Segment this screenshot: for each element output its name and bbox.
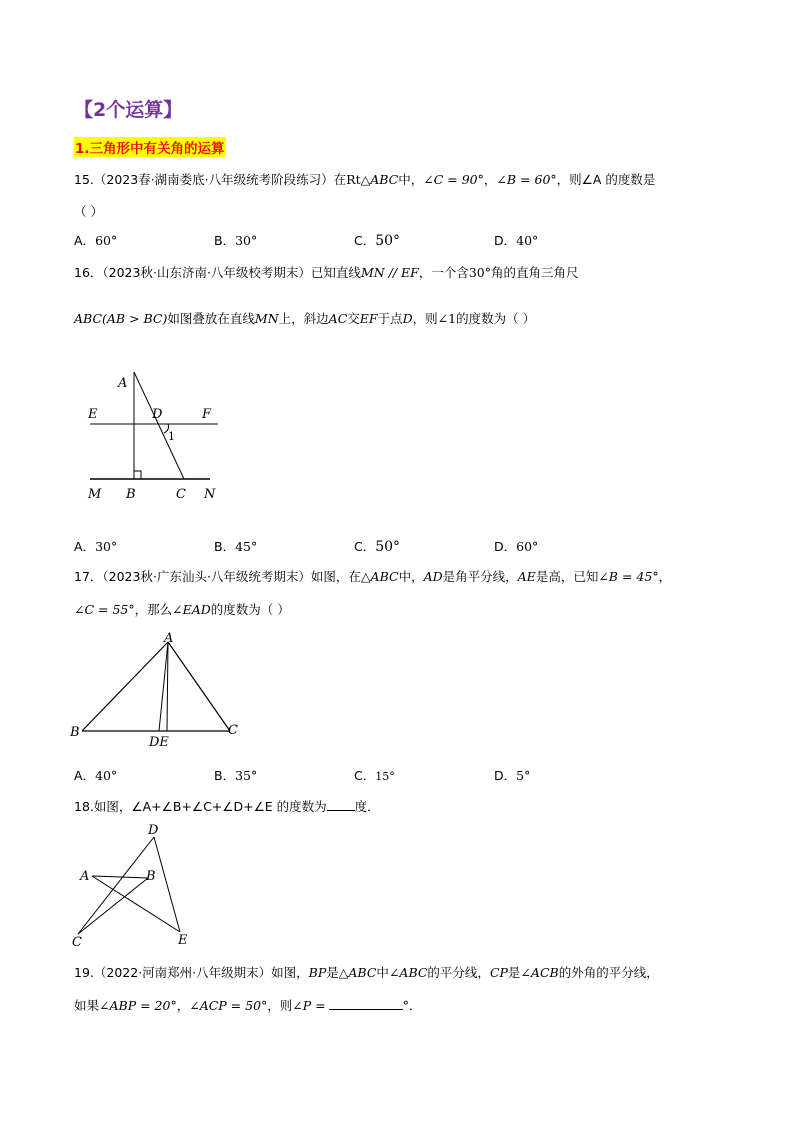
q17-ae: AE — [517, 569, 536, 584]
q16-text: 于点 — [377, 311, 403, 326]
q17-text: 如图，在 — [310, 569, 361, 584]
q15-number: 15. — [74, 172, 94, 187]
q17-source: （2023秋·广东汕头·八年级统考期末） — [102, 569, 311, 584]
q19-abc: ∠ABC — [388, 965, 428, 980]
q17-number: 17． — [74, 569, 103, 584]
q16-option-d[interactable] — [494, 537, 538, 555]
option-label: D． — [494, 768, 517, 783]
q17-stem-line1 — [74, 567, 671, 585]
option-value: 60° — [516, 539, 539, 554]
q19-abp: ∠ABP = 20° — [99, 998, 177, 1013]
q16-ef: EF — [359, 311, 378, 326]
q15-text: 在 — [333, 172, 347, 187]
label-A: A — [80, 869, 90, 884]
q15-option-c[interactable] — [354, 231, 400, 249]
q19-text: ，则 — [267, 998, 293, 1013]
label-F: F — [202, 407, 212, 422]
q15-source: （2023春·湖南娄底·八年级统考阶段练习） — [93, 172, 334, 187]
q15-option-d[interactable] — [494, 231, 538, 249]
label-A: A — [164, 631, 174, 646]
q16-text: 的度数为（ ） — [456, 311, 536, 326]
q16-text: 上，斜边 — [278, 311, 329, 326]
option-label: D． — [494, 233, 517, 248]
q16-text: 角的直角三角尺 — [491, 265, 579, 280]
label-C: C — [228, 723, 238, 738]
label-N: N — [204, 487, 216, 502]
q19-answer-blank[interactable] — [329, 998, 403, 1010]
q17-text: 的度数为（ ） — [210, 602, 290, 617]
q16-text: ，一个含 — [418, 265, 469, 280]
option-label: A． — [74, 233, 96, 248]
q15-stem — [74, 170, 655, 188]
q15-option-b[interactable] — [214, 231, 257, 249]
q17-option-a[interactable] — [74, 766, 117, 784]
option-value: 50° — [375, 539, 401, 555]
q17-text: 中， — [398, 569, 424, 584]
q16-text: ，则 — [412, 311, 438, 326]
option-label: B． — [214, 539, 236, 554]
q17-c55: ∠C = 55° — [74, 602, 135, 617]
q17-tri: △ABC — [360, 569, 399, 584]
option-value: 35° — [235, 768, 258, 783]
option-value: 15° — [375, 770, 395, 783]
q19-stem-line2 — [74, 996, 421, 1014]
option-value: 30° — [95, 539, 118, 554]
q19-source: （2022·河南郑州·八年级期末） — [93, 965, 272, 980]
option-value: 5° — [516, 768, 531, 783]
option-value: 40° — [516, 233, 539, 248]
q19-acp: ∠ACP = 50° — [189, 998, 268, 1013]
option-label: B． — [214, 233, 236, 248]
option-label: C． — [354, 768, 376, 783]
label-E: E — [88, 407, 98, 422]
label-A: A — [118, 376, 128, 391]
q17-text: 是高，已知 — [535, 569, 599, 584]
q16-source: （2023秋·山东济南·八年级校考期末） — [102, 265, 311, 280]
q16-option-a[interactable] — [74, 537, 117, 555]
option-label: A． — [74, 768, 96, 783]
q17-stem-line2 — [74, 600, 290, 618]
q15-option-a[interactable] — [74, 231, 117, 249]
q19-text: 如果 — [74, 998, 100, 1013]
q19-text: 中 — [376, 965, 389, 980]
q16-figure — [80, 372, 230, 502]
option-label: A． — [74, 539, 96, 554]
q17-option-c[interactable] — [354, 766, 395, 784]
option-value: 45° — [235, 539, 258, 554]
q15-tri: Rt△ — [346, 172, 371, 187]
label-C: C — [176, 487, 186, 502]
label-M: M — [88, 487, 102, 502]
q16-mn: MN — [254, 311, 279, 326]
q15-cond2: ∠B = 60° — [496, 172, 557, 187]
q19-sep: ， — [176, 998, 190, 1013]
option-label: D． — [494, 539, 517, 554]
q18-answer-blank[interactable] — [327, 799, 355, 811]
q19-p: ∠P = — [292, 998, 326, 1013]
option-value: 50° — [375, 233, 401, 249]
label-1: 1 — [168, 430, 175, 443]
q17-sep: ， — [658, 569, 672, 584]
q18-text: 度． — [354, 799, 380, 814]
q17-option-b[interactable] — [214, 766, 257, 784]
q16-abc: ABC(AB > BC) — [74, 311, 168, 326]
q17-text: ，那么 — [134, 602, 173, 617]
q19-text: °． — [402, 998, 422, 1013]
q19-acb: ∠ACB — [520, 965, 559, 980]
option-label: C． — [354, 233, 376, 248]
label-B: B — [146, 869, 156, 884]
label-B: B — [70, 725, 80, 740]
q18-text: 如图，∠A+∠B+∠C+∠D+∠E 的度数为 — [93, 799, 327, 814]
option-label: B． — [214, 768, 236, 783]
q18-stem — [74, 797, 380, 815]
q16-parallel: MN // EF — [360, 265, 419, 280]
q17-ad: AD — [423, 569, 443, 584]
option-value: 40° — [95, 768, 118, 783]
label-DE: DE — [149, 735, 169, 750]
q19-bp: BP — [308, 965, 327, 980]
q16-stem-line2 — [74, 309, 535, 327]
q19-number: 19. — [74, 965, 94, 980]
q17-ead: ∠EAD — [172, 602, 211, 617]
q16-angle1: ∠1 — [437, 311, 457, 326]
q19-text: 是 — [507, 965, 521, 980]
q16-stem-line1 — [74, 263, 579, 281]
q16-angle: 30° — [468, 265, 492, 280]
label-D: D — [148, 823, 159, 838]
q18-figure — [70, 822, 200, 950]
q17-option-d[interactable] — [494, 766, 530, 784]
label-B: B — [126, 487, 136, 502]
label-D: D — [152, 407, 163, 422]
q16-option-c[interactable] — [354, 537, 400, 555]
q19-tri: △ABC — [338, 965, 377, 980]
q16-text: 如图叠放在直线 — [167, 311, 255, 326]
q17-text: 是角平分线， — [442, 569, 518, 584]
section-title: 【2个运算】 — [74, 99, 183, 121]
q17-b45: ∠B = 45° — [598, 569, 659, 584]
q15-text-post: ，则∠A 的度数是 — [556, 172, 656, 187]
option-value: 60° — [95, 233, 118, 248]
q16-text: 交 — [347, 311, 360, 326]
q16-ac: AC — [328, 311, 348, 326]
q19-text: 的平分线， — [427, 965, 490, 980]
option-value: 30° — [235, 233, 258, 248]
q15-cond1: ∠C = 90° — [423, 172, 484, 187]
q19-text: 如图， — [271, 965, 309, 980]
q19-cp: CP — [489, 965, 508, 980]
q15-paren: （ ） — [74, 204, 103, 219]
q18-number: 18. — [74, 799, 94, 814]
q15-abc: ABC — [370, 172, 399, 187]
q19-stem-line1 — [74, 963, 659, 981]
label-E: E — [178, 933, 188, 948]
q15-text-mid: 中， — [398, 172, 424, 187]
q15-sep: ， — [483, 172, 497, 187]
q16-text: 已知直线 — [310, 265, 361, 280]
subsection-title: 1.三角形中有关角的运算 — [74, 137, 226, 157]
q16-d: D — [402, 311, 413, 326]
label-C: C — [72, 935, 82, 950]
q19-text: 是 — [326, 965, 339, 980]
q16-number: 16． — [74, 265, 103, 280]
q19-text: 的外角的平分线， — [558, 965, 659, 980]
q16-option-b[interactable] — [214, 537, 257, 555]
option-label: C． — [354, 539, 376, 554]
q17-figure — [66, 630, 252, 750]
